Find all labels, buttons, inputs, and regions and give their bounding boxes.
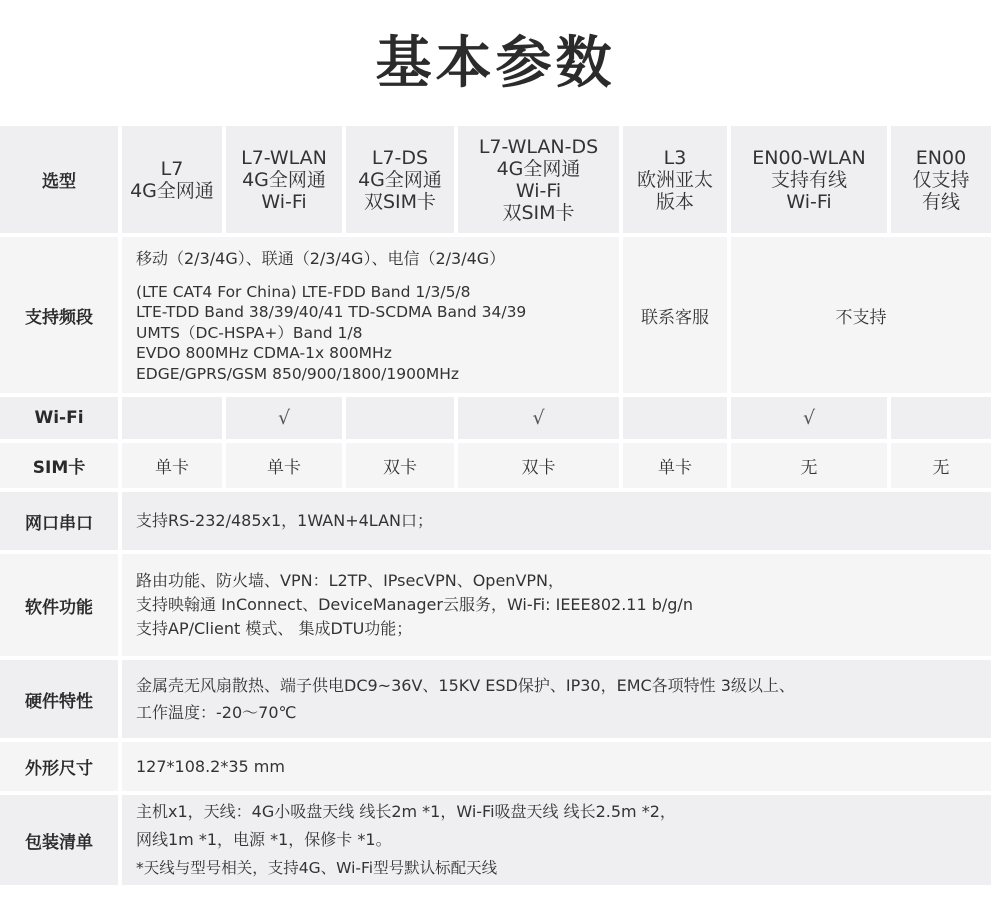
model-desc: Wi-Fi [515,179,562,202]
package-label-cell [0,795,118,885]
bands-l3-cell [623,237,727,393]
model-name: L7 [160,157,184,180]
sim-value: 单卡 [267,458,301,478]
sim-label-cell [0,443,118,488]
bands-label-cell [0,237,118,393]
software-line: 路由功能、防火墙、VPN：L2TP、IPsecVPN、OpenVPN， [136,571,565,590]
sim-cell [891,443,991,488]
bands-label: 支持频段 [25,307,93,328]
sim-value: 单卡 [155,458,189,478]
size-line: 127*108.2*35 mm [136,756,285,776]
model-name: L7-WLAN-DS [478,135,599,158]
software-detail-cell [122,554,991,656]
hardware-line: 金属壳无风扇散热、端子供电DC9~36V、15KV ESD保护、IP30，EMC各项特性 3级以上、 [136,676,795,695]
model-desc: 欧洲亚太 [636,168,713,191]
package-line: 主机x1，天线：4G小吸盘天线 线长2m *1，Wi-Fi吸盘天线 线长2.5m *2， [136,802,676,821]
model-l3 [623,126,727,233]
software-line: 支持映翰通 InConnect、DeviceManager云服务，Wi-Fi: IEEE802.11 b/g/n [136,595,693,614]
band-line: (LTE CAT4 For China) LTE-FDD Band 1/3/5/8 [136,282,471,301]
model-desc: 版本 [655,190,694,213]
software-label: 软件功能 [25,597,93,618]
sim-value: 无 [800,458,818,478]
sim-cell [226,443,342,488]
package-note: *天线与型号相关，支持4G、Wi-Fi型号默认标配天线 [136,859,498,877]
model-l7-wlan-ds [458,126,619,233]
model-desc: 双SIM卡 [363,190,437,213]
model-name: L7-DS [371,146,429,169]
package-detail-cell [122,795,991,885]
model-desc: 支持有线 [770,168,847,191]
check-icon: √ [277,407,291,429]
package-label: 包装清单 [25,832,93,853]
ports-label: 网口串口 [25,513,93,534]
model-en00-wlan [731,126,887,233]
band-line: EVDO 800MHz CDMA-1x 800MHz [136,344,392,362]
wifi-label-cell [0,397,118,439]
wifi-cell [122,397,222,439]
bands-en00-cell [731,237,991,393]
model-desc: Wi-Fi [261,190,307,213]
hardware-label: 硬件特性 [25,691,93,712]
wifi-cell [226,397,342,439]
sim-label: SIM卡 [32,458,86,478]
model-desc: 4G全网通 [130,179,214,202]
software-line: 支持AP/Client 模式、 集成DTU功能； [136,619,413,638]
wifi-cell [623,397,727,439]
sim-cell [122,443,222,488]
bands-carriers: 移动（2/3/4G）、联通（2/3/4G）、电信（2/3/4G） [136,249,506,268]
software-label-cell [0,554,118,656]
model-l7 [122,126,222,233]
model-name: L3 [663,146,687,169]
band-line: LTE-TDD Band 38/39/40/41 TD-SCDMA Band 34/39 [136,303,527,321]
hardware-detail-cell [122,660,991,738]
model-desc: 仅支持 [912,168,970,191]
model-desc: 双SIM卡 [502,201,575,224]
size-detail-cell [122,742,991,791]
wifi-cell [346,397,454,439]
header-label: 选型 [42,172,76,192]
ports-label-cell [0,492,118,550]
model-name: L7-WLAN [241,146,327,169]
size-label: 外形尺寸 [25,759,93,779]
sim-value: 双卡 [521,458,556,478]
model-desc: 有线 [921,190,960,213]
bands-en00-value: 不支持 [835,307,887,328]
size-label-cell [0,742,118,791]
model-desc: Wi-Fi [786,190,832,213]
wifi-label: Wi-Fi [34,408,84,428]
model-en00 [891,126,991,233]
header-label-cell [0,126,118,233]
check-icon: √ [532,407,545,429]
sim-cell [346,443,454,488]
bands-l3-value: 联系客服 [641,307,709,328]
model-desc: 4G全网通 [242,168,326,191]
sim-value: 无 [932,458,950,478]
model-name: EN00-WLAN [752,146,866,169]
wifi-cell [458,397,619,439]
model-desc: 4G全网通 [358,168,442,191]
wifi-cell [891,397,991,439]
model-desc: 4G全网通 [496,157,581,180]
page-title: 基本参数 [375,31,616,96]
sim-cell [623,443,727,488]
sim-value: 双卡 [383,458,417,478]
bands-detail-cell [122,237,619,393]
hardware-label-cell [0,660,118,738]
check-icon: √ [802,407,816,429]
model-name: EN00 [915,146,967,169]
wifi-cell [731,397,887,439]
hardware-line: 工作温度：-20～70℃ [136,703,297,722]
ports-line: 支持RS-232/485x1，1WAN+4LAN口； [136,511,433,530]
band-line: EDGE/GPRS/GSM 850/900/1800/1900MHz [136,364,459,383]
model-l7-wlan [226,126,342,233]
band-line: UMTS（DC-HSPA+）Band 1/8 [136,323,363,342]
ports-detail-cell [122,492,991,550]
sim-value: 单卡 [658,458,692,478]
sim-cell [731,443,887,488]
model-l7-ds [346,126,454,233]
package-line: 网线1m *1，电源 *1，保修卡 *1。 [136,830,392,849]
sim-cell [458,443,619,488]
